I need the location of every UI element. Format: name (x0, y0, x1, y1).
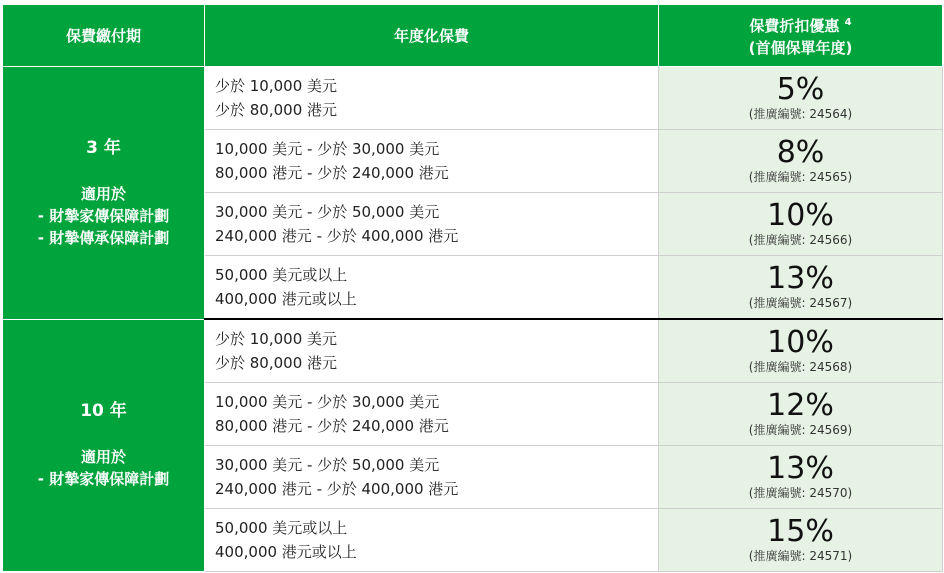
premium-hkd: 400,000 港元或以上 (215, 290, 357, 308)
premium-usd: 少於 10,000 美元 (215, 77, 338, 95)
discount-percent: 10% (767, 198, 834, 233)
premium-hkd: 少於 80,000 港元 (215, 101, 338, 119)
premium-usd: 50,000 美元或以上 (215, 266, 348, 284)
premium-hkd: 240,000 港元 - 少於 400,000 港元 (215, 227, 459, 245)
discount-percent: 13% (767, 261, 834, 296)
promo-code: (推廣編號: 24564) (748, 107, 853, 121)
discount-percent: 15% (767, 514, 834, 549)
group-term: 10 年 (80, 401, 127, 422)
group-term-cell (3, 319, 205, 572)
premium-cell (205, 256, 659, 320)
promo-code: (推廣編號: 24569) (748, 423, 853, 437)
premium-cell (205, 383, 659, 446)
premium-cell (205, 319, 659, 383)
discount-percent: 13% (767, 451, 834, 486)
premium-usd: 50,000 美元或以上 (215, 519, 348, 537)
premium-cell (205, 67, 659, 130)
premium-hkd: 80,000 港元 - 少於 240,000 港元 (215, 164, 449, 182)
premium-cell (205, 130, 659, 193)
discount-cell (659, 67, 943, 130)
header-footnote-marker: 4 (844, 17, 852, 28)
header-discount-label: 保費折扣優惠 (749, 17, 840, 35)
discount-cell (659, 193, 943, 256)
premium-cell (205, 446, 659, 509)
premium-usd: 30,000 美元 - 少於 50,000 美元 (215, 203, 440, 221)
discount-percent: 8% (776, 135, 825, 170)
premium-usd: 少於 10,000 美元 (215, 330, 338, 348)
header-payment-term: 保費繳付期 (3, 5, 205, 67)
discount-percent: 5% (776, 72, 825, 107)
discount-cell (659, 509, 943, 572)
discount-percent: 10% (767, 325, 834, 360)
promo-code: (推廣編號: 24568) (748, 360, 853, 374)
premium-hkd: 少於 80,000 港元 (215, 354, 338, 372)
group-applicable: 適用於 (80, 184, 126, 203)
discount-cell (659, 256, 943, 320)
group-plan: - 財摯傳承保障計劃 (37, 228, 170, 247)
promo-code: (推廣編號: 24570) (748, 486, 853, 500)
premium-usd: 10,000 美元 - 少於 30,000 美元 (215, 393, 440, 411)
table-row (3, 319, 943, 383)
discount-cell (659, 383, 943, 446)
promo-code: (推廣編號: 24565) (748, 170, 853, 184)
header-annual-premium: 年度化保費 (205, 5, 659, 67)
discount-cell (659, 446, 943, 509)
group-term: 3 年 (86, 137, 121, 158)
discount-percent: 12% (767, 388, 834, 423)
premium-usd: 10,000 美元 - 少於 30,000 美元 (215, 140, 440, 158)
header-discount (659, 5, 943, 67)
promo-code: (推廣編號: 24566) (748, 233, 853, 247)
promo-code: (推廣編號: 24567) (748, 296, 853, 310)
header-row (3, 5, 943, 67)
premium-cell (205, 193, 659, 256)
group-plan: - 財摯家傳保障計劃 (37, 470, 170, 489)
premium-cell (205, 509, 659, 572)
discount-table (2, 4, 943, 572)
promo-code: (推廣編號: 24571) (748, 549, 853, 563)
table-row (3, 67, 943, 130)
premium-hkd: 80,000 港元 - 少於 240,000 港元 (215, 417, 449, 435)
group-term-cell (3, 67, 205, 320)
header-discount-sub: (首個保單年度) (748, 39, 853, 57)
premium-hkd: 240,000 港元 - 少於 400,000 港元 (215, 480, 459, 498)
premium-usd: 30,000 美元 - 少於 50,000 美元 (215, 456, 440, 474)
discount-cell (659, 130, 943, 193)
premium-hkd: 400,000 港元或以上 (215, 543, 357, 561)
group-plan: - 財摯家傳保障計劃 (37, 206, 170, 225)
group-applicable: 適用於 (80, 448, 126, 467)
discount-cell (659, 319, 943, 383)
